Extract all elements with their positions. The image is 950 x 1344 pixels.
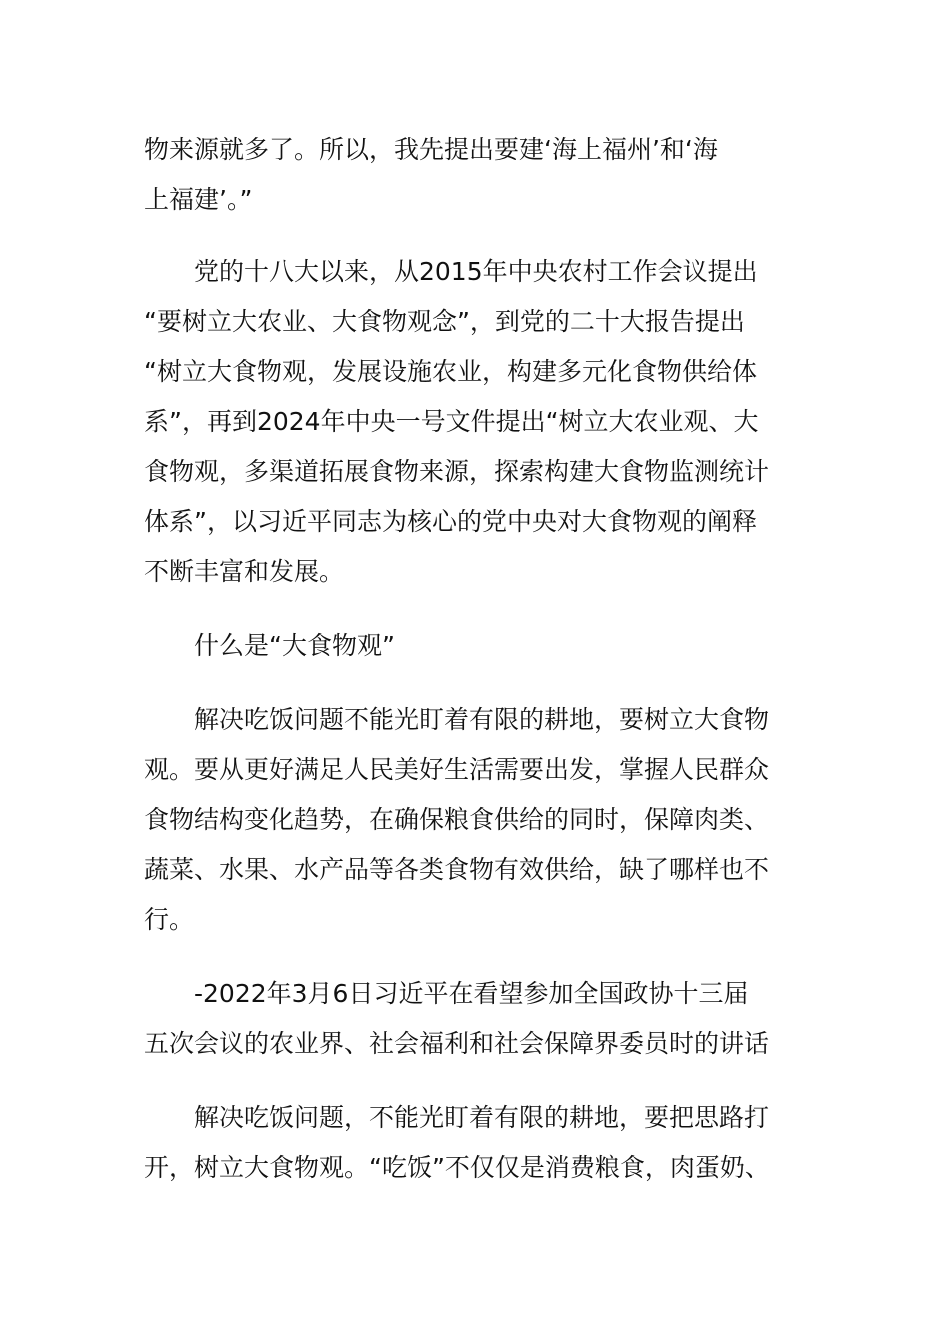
- paragraph-4-cont: [144, 745, 769, 945]
- text-line: 解决吃饭问题，不能光盯着有限的耕地，要把思路打: [194, 1103, 770, 1132]
- text-line: 物来源就多了。所以，我先提出要建‘海上福州’和‘海: [144, 135, 718, 164]
- paragraph-5-cont: [144, 1019, 769, 1069]
- paragraph-5: [194, 969, 748, 1019]
- paragraph-2: [194, 247, 758, 297]
- paragraph-1: [144, 125, 718, 225]
- text-line: 系”，再到2024年中央一号文件提出“树立大农业观、大: [144, 407, 759, 436]
- text-line: “树立大食物观，发展设施农业，构建多元化食物供给体: [144, 357, 757, 386]
- text-line: -2022年3月6日习近平在看望参加全国政协十三届: [194, 979, 749, 1008]
- text-line: 食物观，多渠道拓展食物来源，探索构建大食物监测统计: [144, 457, 770, 486]
- text-line: 五次会议的农业界、社会福利和社会保障界委员时的讲话: [144, 1029, 770, 1058]
- text-line: 上福建’。”: [144, 185, 253, 214]
- text-line: 不断丰富和发展。: [144, 557, 345, 586]
- text-line: 行。: [144, 905, 195, 934]
- paragraph-6-cont: [144, 1143, 770, 1193]
- paragraph-2-cont: [144, 297, 769, 597]
- text-line: 解决吃饭问题不能光盯着有限的耕地，要树立大食物: [194, 705, 770, 734]
- text-line: 观。要从更好满足人民美好生活需要出发，掌握人民群众: [144, 755, 770, 784]
- section-heading: [194, 621, 395, 671]
- text-line: “要树立大农业、大食物观念”，到党的二十大报告提出: [144, 307, 745, 336]
- text-line: 蔬菜、水果、水产品等各类食物有效供给，缺了哪样也不: [144, 855, 770, 884]
- text-line: 党的十八大以来，从2015年中央农村工作会议提出: [194, 257, 758, 286]
- text-line: 食物结构变化趋势，在确保粮食供给的同时，保障肉类、: [144, 805, 770, 834]
- text-line: 体系”，以习近平同志为核心的党中央对大食物观的阐释: [144, 507, 757, 536]
- text-line: 什么是“大食物观”: [194, 631, 395, 660]
- paragraph-4: [194, 695, 769, 745]
- paragraph-6: [194, 1093, 769, 1143]
- text-line: 开，树立大食物观。“吃饭”不仅仅是消费粮食，肉蛋奶、: [144, 1153, 770, 1182]
